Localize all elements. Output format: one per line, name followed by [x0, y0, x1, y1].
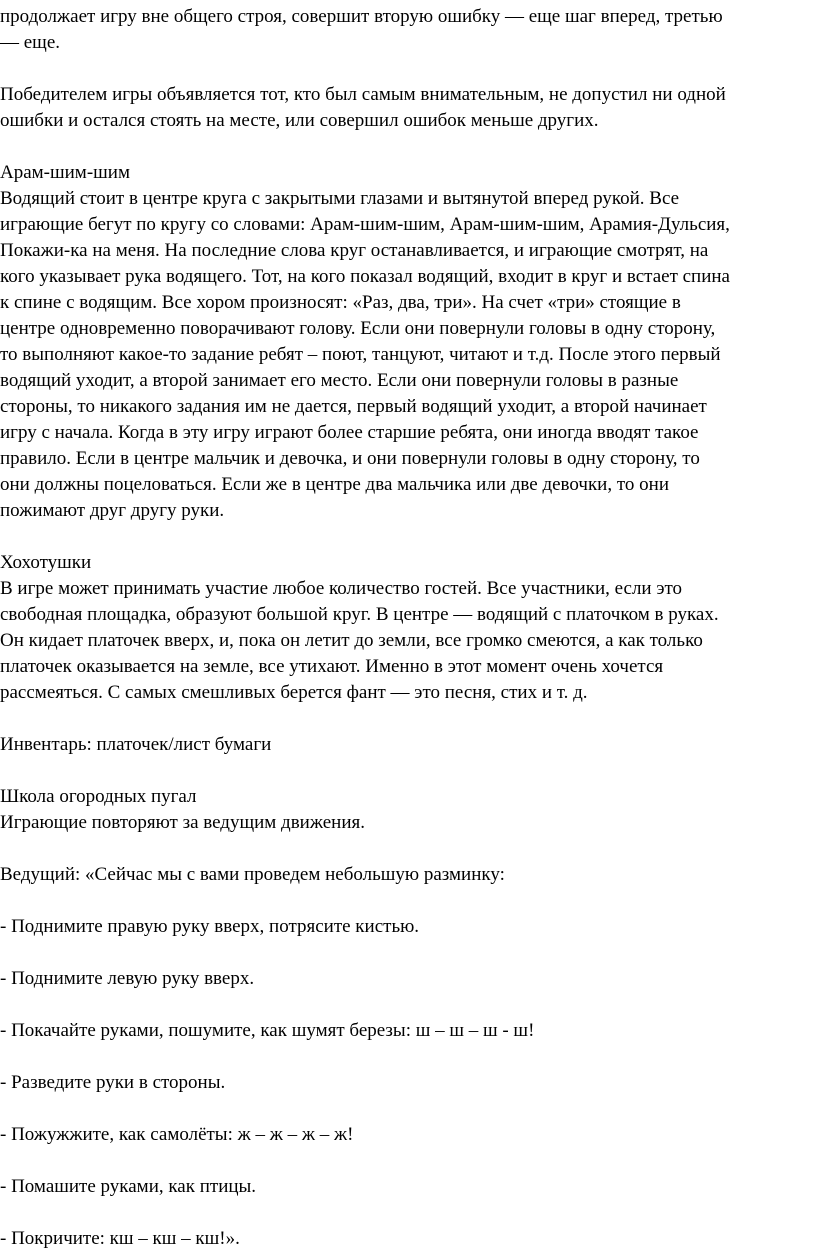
game-scarecrow-school [0, 784, 816, 836]
step-text: - Поднимите левую руку вверх. [0, 968, 255, 989]
text-line: В игре может принимать участие любое количество гостей. Все участники, если это [0, 578, 683, 599]
step-item [0, 1174, 816, 1200]
step-item [0, 1226, 816, 1252]
text-line: стороны, то никакого задания им не дается, первый водящий уходит, а второй начинает [0, 396, 707, 417]
game-title: Хохотушки [0, 552, 92, 573]
text-line: Водящий стоит в центре круга с закрытыми глазами и вытянутой вперед рукой. Все [0, 188, 680, 209]
text-line: они должны поцеловаться. Если же в центре два мальчика или две девочки, то они [0, 474, 669, 495]
inventory-text: Инвентарь: платочек/лист бумаги [0, 734, 272, 755]
text-line: пожимают друг другу руки. [0, 500, 225, 521]
text-line: играющие бегут по кругу со словами: Арам-шим-шим, Арам-шим-шим, Арамия-Дульсия, [0, 214, 730, 235]
step-text: - Поднимите правую руку вверх, потрясите кистью. [0, 916, 420, 937]
text-line: свободная площадка, образуют большой круг. В центре — водящий с платочком в руках. [0, 604, 719, 625]
game-aram-shim-shim [0, 160, 816, 524]
step-text: - Покачайте руками, пошумите, как шумят березы: ш – ш – ш - ш! [0, 1020, 535, 1041]
step-text: - Помашите руками, как птицы. [0, 1176, 257, 1197]
step-item [0, 1070, 816, 1096]
step-item [0, 914, 816, 940]
text-line: Он кидает платочек вверх, и, пока он летит до земли, все громко смеются, а как только [0, 630, 703, 651]
winner-paragraph [0, 82, 816, 134]
text-line: то выполняют какое-то задание ребят – поют, танцуют, читают и т.д. После этого первый [0, 344, 721, 365]
text-line: игру с начала. Когда в эту игру играют более старшие ребята, они иногда вводят такое [0, 422, 699, 443]
game-title: Школа огородных пугал [0, 786, 197, 807]
intro-paragraph [0, 4, 816, 56]
step-text: - Пожужжите, как самолёты: ж – ж – ж – ж! [0, 1124, 354, 1145]
host-paragraph [0, 862, 816, 888]
step-text: - Разведите руки в стороны. [0, 1072, 226, 1093]
game-khokhotushki [0, 550, 816, 706]
step-item [0, 1018, 816, 1044]
step-item [0, 1122, 816, 1148]
text-line: Покажи-ка на меня. На последние слова круг останавливается, и играющие смотрят, на [0, 240, 709, 261]
text-line: — еще. [0, 32, 60, 53]
text-line: кого указывает рука водящего. Тот, на кого показал водящий, входит в круг и встает спина [0, 266, 730, 287]
text-line: платочек оказывается на земле, все утихают. Именно в этот момент очень хочется [0, 656, 664, 677]
game-title: Арам-шим-шим [0, 162, 130, 183]
host-line: Ведущий: «Сейчас мы с вами проведем небольшую разминку: [0, 864, 505, 885]
text-line: водящий уходит, а второй занимает его место. Если они повернули головы в разные [0, 370, 679, 391]
step-item [0, 966, 816, 992]
text-line: ошибки и остался стоять на месте, или совершил ошибок меньше других. [0, 110, 599, 131]
text-line: продолжает игру вне общего строя, совершит вторую ошибку — еще шаг вперед, третью [0, 6, 723, 27]
text-line: правило. Если в центре мальчик и девочка, и они повернули головы в одну сторону, то [0, 448, 700, 469]
text-line: Победителем игры объявляется тот, кто был самым внимательным, не допустил ни одной [0, 84, 726, 105]
step-text: - Покричите: кш – кш – кш!». [0, 1228, 240, 1249]
text-line: центре одновременно поворачивают голову. Если они повернули головы в одну сторону, [0, 318, 716, 339]
inventory-paragraph [0, 732, 816, 758]
text-line: рассмеяться. С самых смешливых берется фант — это песня, стих и т. д. [0, 682, 588, 703]
text-line: к спине с водящим. Все хором произносят: «Раз, два, три». На счет «три» стоящие в [0, 292, 681, 313]
text-line: Играющие повторяют за ведущим движения. [0, 812, 365, 833]
